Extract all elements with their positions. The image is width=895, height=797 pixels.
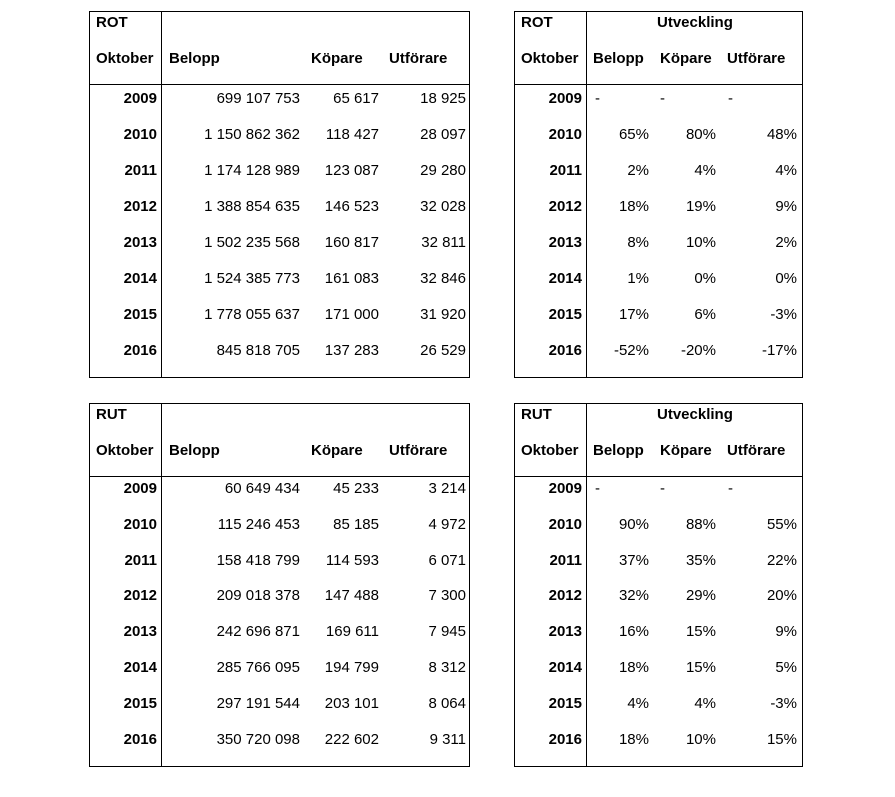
cell-kopare: 137 283 [324, 342, 379, 359]
period-header: Oktober [96, 442, 154, 459]
rut-change-table [514, 403, 803, 767]
cell-kopare: 88% [685, 515, 716, 533]
cell-belopp: 60 649 434 [224, 480, 300, 497]
cell-utforare: 3 214 [428, 480, 466, 497]
table-label: RUT [96, 406, 127, 423]
cell-year: 2013 [123, 623, 157, 641]
column-header-belopp: Belopp [169, 442, 220, 459]
cell-year: 2011 [124, 162, 157, 179]
cell-kopare: 194 799 [324, 659, 379, 676]
table-label: ROT [521, 14, 553, 31]
header-divider [90, 84, 469, 85]
cell-utforare: 9% [775, 623, 797, 641]
column-header-kopare: Köpare [660, 442, 712, 459]
cell-belopp: 845 818 705 [216, 342, 300, 359]
cell-belopp: 18% [618, 730, 649, 748]
header-divider [90, 476, 469, 477]
cell-belopp: 18% [618, 659, 649, 676]
table-label: RUT [521, 406, 552, 423]
cell-kopare: - [660, 480, 665, 497]
cell-belopp: 2% [627, 162, 649, 179]
cell-belopp: -52% [613, 342, 649, 359]
cell-belopp: 158 418 799 [216, 551, 300, 569]
header-divider [515, 476, 802, 477]
cell-belopp: 1 524 385 773 [204, 270, 300, 287]
cell-kopare: 65 617 [333, 90, 379, 107]
cell-utforare: 22% [766, 551, 797, 569]
cell-belopp: - [595, 480, 600, 497]
cell-belopp: 8% [627, 234, 649, 251]
cell-kopare: 0% [694, 270, 716, 287]
cell-belopp: - [595, 90, 600, 107]
cell-kopare: 29% [685, 587, 716, 605]
cell-kopare: 15% [685, 659, 716, 676]
cell-kopare: 169 611 [325, 623, 379, 641]
cell-year: 2013 [548, 234, 582, 251]
cell-utforare: 4 972 [428, 515, 466, 533]
cell-utforare: 5% [775, 659, 797, 676]
column-header-utforare: Utförare [389, 442, 448, 459]
column-header-utforare: Utförare [727, 50, 786, 67]
cell-belopp: 1 502 235 568 [204, 234, 300, 251]
header-divider [515, 84, 802, 85]
cell-utforare: 9 311 [429, 730, 466, 748]
cell-year: 2012 [548, 587, 582, 605]
cell-year: 2011 [549, 162, 582, 179]
cell-year: 2014 [123, 270, 157, 287]
table-heading: Utveckling [657, 14, 733, 31]
cell-utforare: 18 925 [420, 90, 466, 107]
cell-kopare: 80% [685, 126, 716, 143]
cell-utforare: 55% [766, 515, 797, 533]
cell-year: 2012 [123, 198, 157, 215]
cell-belopp: 350 720 098 [216, 730, 300, 748]
cell-utforare: 7 945 [428, 623, 466, 641]
rut-values-table [89, 403, 470, 767]
cell-utforare: -3% [770, 694, 797, 712]
cell-kopare: 45 233 [333, 480, 379, 497]
cell-utforare: 31 920 [420, 306, 466, 323]
cell-year: 2015 [123, 694, 157, 712]
cell-kopare: 146 523 [324, 198, 379, 215]
cell-year: 2012 [123, 587, 157, 605]
cell-year: 2014 [123, 659, 157, 676]
cell-belopp: 297 191 544 [216, 694, 300, 712]
cell-utforare: -17% [761, 342, 797, 359]
cell-kopare: - [660, 90, 665, 107]
cell-kopare: 222 602 [324, 730, 379, 748]
period-header: Oktober [521, 442, 579, 459]
cell-kopare: 6% [694, 306, 716, 323]
cell-kopare: 85 185 [333, 515, 379, 533]
cell-kopare: 160 817 [324, 234, 379, 251]
cell-year: 2011 [124, 551, 157, 569]
cell-year: 2014 [548, 270, 582, 287]
rot-change-table [514, 11, 803, 378]
cell-belopp: 1 150 862 362 [204, 126, 300, 143]
cell-utforare: 7 300 [428, 587, 466, 605]
cell-year: 2009 [123, 90, 157, 107]
cell-year: 2015 [548, 306, 582, 323]
cell-year: 2016 [123, 342, 157, 359]
cell-year: 2012 [548, 198, 582, 215]
cell-year: 2010 [123, 515, 157, 533]
cell-belopp: 699 107 753 [216, 90, 300, 107]
cell-kopare: 171 000 [324, 306, 379, 323]
cell-utforare: 28 097 [420, 126, 466, 143]
cell-year: 2010 [123, 126, 157, 143]
cell-year: 2016 [548, 342, 582, 359]
cell-utforare: -3% [770, 306, 797, 323]
cell-year: 2010 [548, 126, 582, 143]
cell-belopp: 32% [618, 587, 649, 605]
table-heading: Utveckling [657, 406, 733, 423]
cell-belopp: 65% [618, 126, 649, 143]
cell-utforare: 6 071 [428, 551, 466, 569]
cell-belopp: 90% [618, 515, 649, 533]
cell-year: 2014 [548, 659, 582, 676]
cell-year: 2009 [123, 480, 157, 497]
cell-kopare: 203 101 [324, 694, 379, 712]
cell-belopp: 16% [618, 623, 649, 641]
cell-kopare: 19% [685, 198, 716, 215]
column-header-kopare: Köpare [311, 50, 363, 67]
cell-kopare: 161 083 [324, 270, 379, 287]
cell-year: 2016 [548, 730, 582, 748]
cell-kopare: 118 427 [325, 126, 379, 143]
cell-year: 2009 [548, 480, 582, 497]
cell-kopare: -20% [680, 342, 716, 359]
cell-kopare: 15% [685, 623, 716, 641]
cell-utforare: 48% [766, 126, 797, 143]
column-header-kopare: Köpare [311, 442, 363, 459]
cell-utforare: 15% [766, 730, 797, 748]
cell-belopp: 1% [627, 270, 649, 287]
column-header-kopare: Köpare [660, 50, 712, 67]
cell-belopp: 18% [618, 198, 649, 215]
cell-utforare: 32 811 [421, 234, 466, 251]
cell-utforare: 9% [775, 198, 797, 215]
table-label: ROT [96, 14, 128, 31]
cell-belopp: 4% [627, 694, 649, 712]
cell-kopare: 4% [694, 694, 716, 712]
cell-utforare: - [728, 480, 733, 497]
cell-belopp: 1 778 055 637 [204, 306, 300, 323]
cell-belopp: 242 696 871 [216, 623, 300, 641]
cell-year: 2009 [548, 90, 582, 107]
cell-belopp: 209 018 378 [216, 587, 300, 605]
column-header-belopp: Belopp [593, 442, 644, 459]
cell-year: 2015 [548, 694, 582, 712]
cell-kopare: 35% [685, 551, 716, 569]
cell-year: 2013 [548, 623, 582, 641]
cell-utforare: - [728, 90, 733, 107]
cell-belopp: 1 388 854 635 [204, 198, 300, 215]
cell-belopp: 17% [618, 306, 649, 323]
cell-utforare: 29 280 [420, 162, 466, 179]
cell-utforare: 2% [775, 234, 797, 251]
cell-utforare: 32 846 [420, 270, 466, 287]
column-header-belopp: Belopp [169, 50, 220, 67]
cell-kopare: 147 488 [324, 587, 379, 605]
cell-kopare: 10% [685, 730, 716, 748]
cell-year: 2015 [123, 306, 157, 323]
rot-values-table [89, 11, 470, 378]
cell-belopp: 37% [618, 551, 649, 569]
cell-belopp: 285 766 095 [216, 659, 300, 676]
cell-kopare: 10% [685, 234, 716, 251]
cell-belopp: 115 246 453 [217, 515, 300, 533]
cell-kopare: 123 087 [324, 162, 379, 179]
cell-utforare: 32 028 [420, 198, 466, 215]
cell-utforare: 8 064 [428, 694, 466, 712]
cell-year: 2013 [123, 234, 157, 251]
column-header-utforare: Utförare [727, 442, 786, 459]
cell-utforare: 20% [766, 587, 797, 605]
cell-kopare: 114 593 [325, 551, 379, 569]
cell-kopare: 4% [694, 162, 716, 179]
column-header-utforare: Utförare [389, 50, 448, 67]
cell-utforare: 8 312 [428, 659, 466, 676]
cell-utforare: 4% [775, 162, 797, 179]
period-header: Oktober [521, 50, 579, 67]
cell-year: 2016 [123, 730, 157, 748]
cell-utforare: 26 529 [420, 342, 466, 359]
period-header: Oktober [96, 50, 154, 67]
cell-utforare: 0% [775, 270, 797, 287]
cell-year: 2011 [549, 551, 582, 569]
cell-year: 2010 [548, 515, 582, 533]
column-header-belopp: Belopp [593, 50, 644, 67]
cell-belopp: 1 174 128 989 [204, 162, 300, 179]
